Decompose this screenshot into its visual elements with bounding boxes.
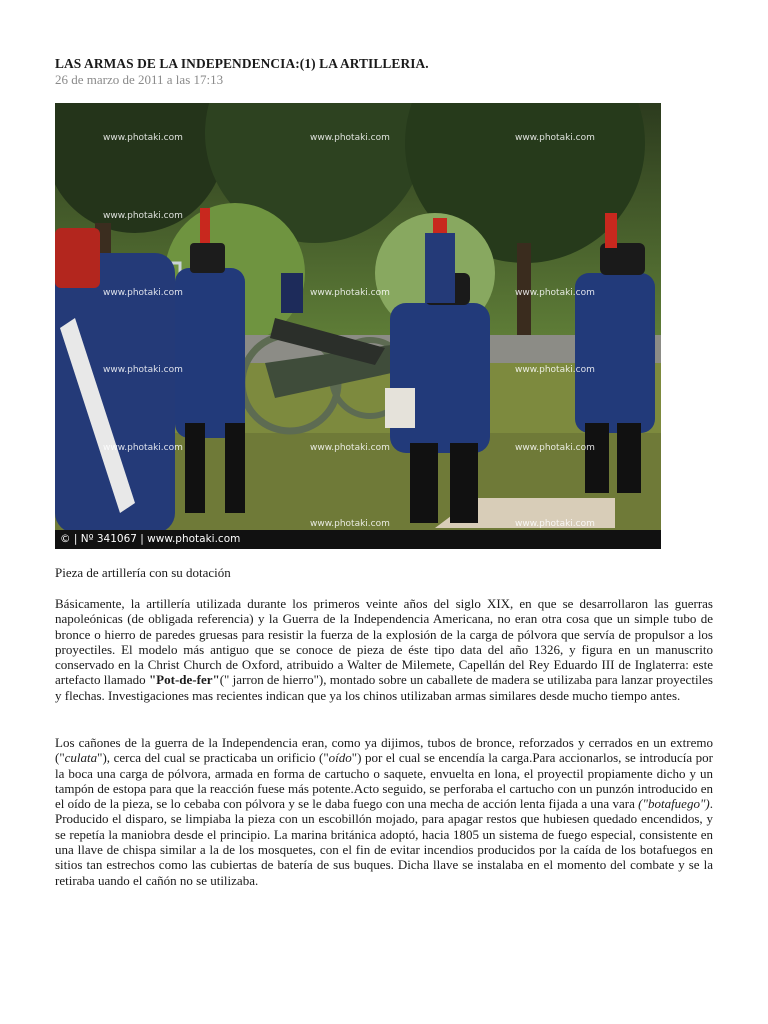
watermark: www.photaki.com <box>310 288 390 298</box>
watermark: www.photaki.com <box>515 288 595 298</box>
photo-caption: Pieza de artillería con su dotación <box>55 565 231 580</box>
photo-credit-bar: © | Nº 341067 | www.photaki.com <box>55 530 661 549</box>
paragraph-1 <box>55 596 713 703</box>
artillery-photo <box>55 103 661 549</box>
paragraph-1-text-a: Básicamente, la artillería utilizada durante los primeros veinte años del siglo XIX, en que se desarrollaron las guerras napoleónicas (de obligada referencia) y la Guerra de la Independencia Americana, no eran otra cosa que un simple tubo de bronce o hierro de paredes gruesas para resistir la fuerza de la explosión de la carga de pólvora que servía de propulsor a los proyectiles. El modelo más antiguo que se conoce de pieza de éste tipo data del año 1326, y figura en un manuscrito conservado en la Christ Church de Oxford, atribuido a Walter de Milemete, Capellán del Rey Eduardo III de Inglaterra: este artefacto llamado <box>55 596 713 688</box>
watermark: www.photaki.com <box>515 133 595 143</box>
article-title: LAS ARMAS DE LA INDEPENDENCIA:(1) LA ARTILLERIA. <box>55 56 429 71</box>
watermark: www.photaki.com <box>310 443 390 453</box>
paragraph-1-text-b: (" jarron de hierro"), montado sobre un caballete de madera se utilizaba para lanzar proyectiles y flechas. Investigaciones mas recientes indican que ya los chinos utilizaban armas similares desde mucho tiempo antes. <box>55 672 713 703</box>
watermark: www.photaki.com <box>310 519 390 529</box>
paragraph-2-text-c: ") por el cual se encendía la carga.Para accionarlos, se introducía por la boca una carga de pólvora, armada en forma de cartucho o saquete, envuelta en lona, el proyectil propiamente dicho y un tampón de estopa para que la reacción fuese más potente.Acto seguido, se perforaba el cartucho con un punzón introducido en el oído de la pieza, se lo cebaba con pólvora y se le daba fuego con una mecha de acción lenta fijada a una vara <box>55 750 713 812</box>
term-botafuego: ("botafuego") <box>638 796 710 812</box>
article <box>55 56 713 888</box>
paragraph-2 <box>55 735 713 888</box>
paragraph-2-text-d: . Producido el disparo, se limpiaba la pieza con un escobillón mojado, para apagar restos que hubiesen quedado encendidos, y se repetía la maniobra desde el principio. La marina británica adoptó, hacia 1805 un sistema de fuego especial, consistente en una llave de chispa similar a la de los mosquetes, con el fin de evitar incendios producidos por la caída de los botafuegos en sitios tan estrechos como las cubiertas de batería de sus buques. Dicha llave se instalaba en el momento del combate y se la retiraba uando el cañón no se utilizaba. <box>55 796 713 888</box>
term-oido: oído <box>328 750 352 766</box>
paragraph-2-text-a: Los cañones de la guerra de la Independencia eran, como ya dijimos, tubos de bronce, reforzados y cerrados en un extremo (" <box>55 735 713 766</box>
article-date: 26 de marzo de 2011 a las 17:13 <box>55 72 224 87</box>
watermark: www.photaki.com <box>515 519 595 529</box>
watermark: www.photaki.com <box>103 133 183 143</box>
watermark: www.photaki.com <box>103 365 183 375</box>
paragraph-2-text-b: "), cerca del cual se practicaba un orificio (" <box>97 750 329 766</box>
watermark: www.photaki.com <box>515 443 595 453</box>
watermark: www.photaki.com <box>103 288 183 298</box>
watermark: www.photaki.com <box>103 211 183 221</box>
pot-de-fer-term: "Pot-de-fer" <box>148 672 220 688</box>
watermark: www.photaki.com <box>515 365 595 375</box>
watermark: www.photaki.com <box>310 133 390 143</box>
watermark: www.photaki.com <box>103 443 183 453</box>
artillery-scene-illustration <box>55 103 661 549</box>
term-culata: culata <box>64 750 98 766</box>
